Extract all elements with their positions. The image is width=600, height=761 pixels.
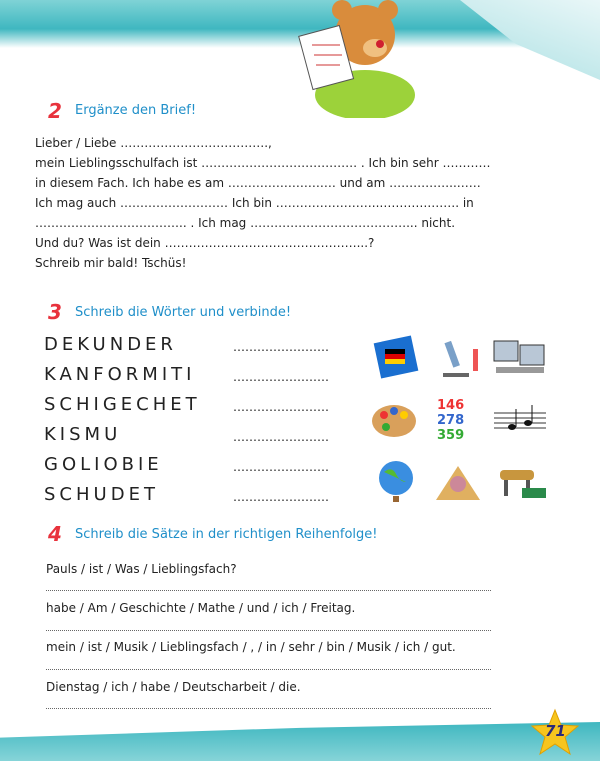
letter-line: Ich mag auch ……………………… Ich bin ……………………..………….……. in <box>35 196 474 210</box>
pyramid-history-picture[interactable] <box>430 456 486 506</box>
exercise-2-title: Ergänze den Brief! <box>75 103 197 118</box>
subject-pictures <box>368 332 554 506</box>
gym-equipment-picture[interactable] <box>492 456 548 506</box>
scrambled-word: SCHUDET <box>44 484 159 505</box>
numbers-picture[interactable] <box>430 394 486 444</box>
answer-line[interactable] <box>46 590 491 591</box>
answer-blank[interactable]: …………………… <box>233 400 329 414</box>
sentence-prompt: habe / Am / Geschichte / Mathe / und / ich / Freitag. <box>46 601 356 615</box>
scrambled-word: SCHIGECHET <box>44 394 201 415</box>
exercise-3-title: Schreib die Wörter und verbinde! <box>75 305 292 320</box>
letter-line: Lieber / Liebe ………………………………., <box>35 136 272 150</box>
letter-line: in diesem Fach. Ich habe es am ……………………… und am ……………..…… <box>35 176 481 190</box>
letter-line: ……………………………….. . Ich mag …………………………………... nicht. <box>35 216 456 230</box>
answer-blank[interactable]: …………………… <box>233 460 329 474</box>
sentence-prompt: mein / ist / Musik / Lieblingsfach / , / in / sehr / bin / Musik / ich / gut. <box>46 640 456 654</box>
exercise-3-number: 3 <box>48 300 62 324</box>
svg-text:359: 359 <box>437 428 465 442</box>
answer-blanks <box>233 340 329 520</box>
computers-picture[interactable] <box>492 332 548 382</box>
bear-writing-illustration <box>290 0 420 118</box>
microscope-picture[interactable] <box>430 332 486 382</box>
letter-line: Schreib mir bald! Tschüs! <box>35 256 187 270</box>
answer-blank[interactable]: …………………… <box>233 370 329 384</box>
german-book-picture[interactable] <box>368 332 424 382</box>
exercise-4-number: 4 <box>48 522 62 546</box>
scrambled-words <box>44 334 201 514</box>
svg-text:278: 278 <box>437 413 465 428</box>
page-number: 71 <box>545 722 566 740</box>
sentence-prompt: Pauls / ist / Was / Lieblingsfach? <box>46 562 237 576</box>
scrambled-word: KISMU <box>44 424 122 445</box>
exercise-4-title: Schreib die Sätze in der richtigen Reihenfolge! <box>75 527 378 542</box>
letter-text <box>35 133 490 273</box>
answer-blank[interactable]: …………………… <box>233 490 329 504</box>
sentence-prompt: Dienstag / ich / habe / Deutscharbeit / die. <box>46 680 301 694</box>
answer-blank[interactable]: …………………… <box>233 340 329 354</box>
exercise-2-number: 2 <box>48 99 62 123</box>
scrambled-word: DEKUNDER <box>44 334 177 355</box>
svg-text:146: 146 <box>437 398 465 413</box>
bottom-decoration-band <box>0 722 600 761</box>
answer-line[interactable] <box>46 708 491 709</box>
letter-line: Und du? Was ist dein …………………………………………...? <box>35 236 375 250</box>
scrambled-word: KANFORMITI <box>44 364 196 385</box>
answer-line[interactable] <box>46 669 491 670</box>
letter-line: mein Lieblingsschulfach ist ………………………………… . Ich bin sehr ………… <box>35 156 491 170</box>
answer-blank[interactable]: …………………… <box>233 430 329 444</box>
music-notes-picture[interactable] <box>492 394 548 444</box>
paint-palette-picture[interactable] <box>368 394 424 444</box>
globe-picture[interactable] <box>368 456 424 506</box>
answer-line[interactable] <box>46 630 491 631</box>
scrambled-word: GOLIOBIE <box>44 454 163 475</box>
